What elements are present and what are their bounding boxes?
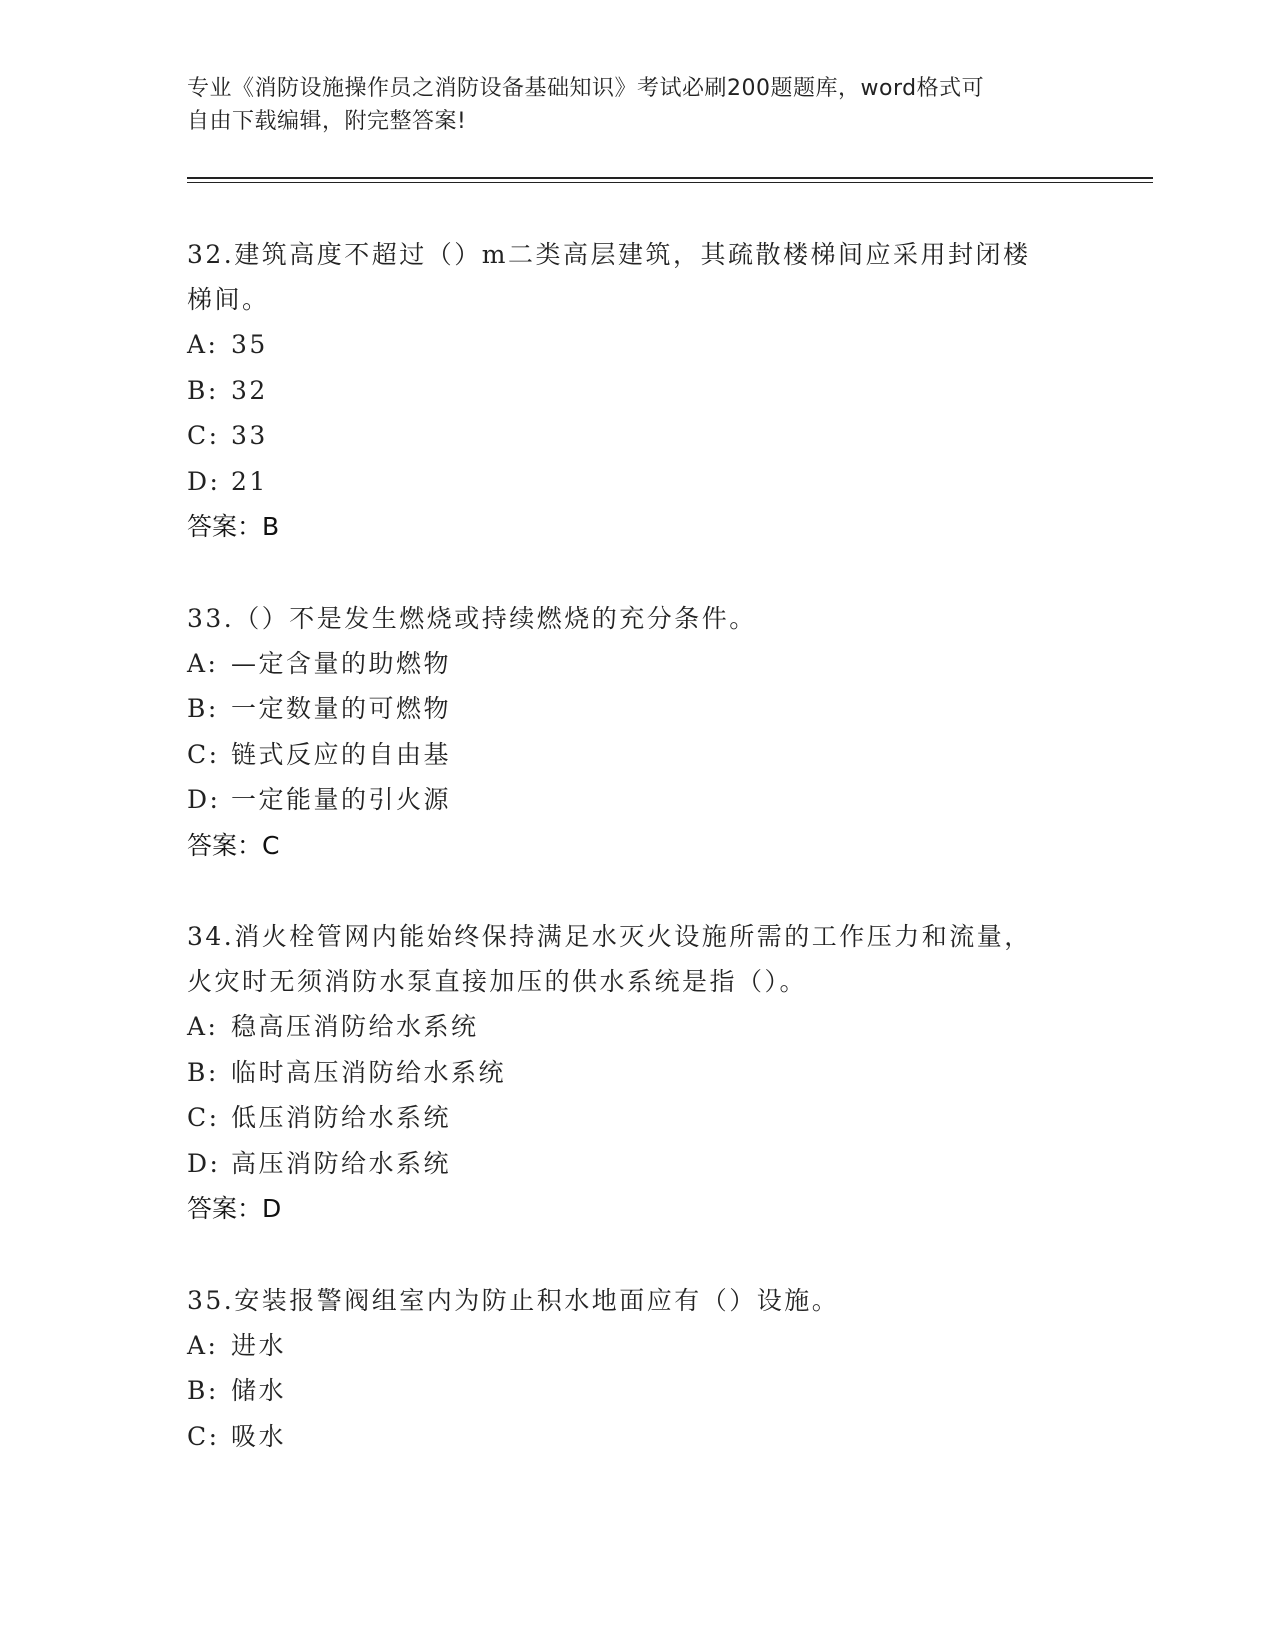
option-key: B: <box>187 1057 219 1087</box>
option-a <box>187 1004 1067 1050</box>
option-a <box>187 641 1067 687</box>
header-divider-thick <box>187 177 1153 179</box>
option-text: 一定能量的引火源 <box>231 785 452 814</box>
option-text: 临时高压消防给水系统 <box>231 1057 507 1087</box>
option-a <box>187 1323 1067 1369</box>
option-key: D: <box>187 785 221 814</box>
answer-label: 答案：C <box>187 830 280 860</box>
option-text: 链式反应的自由基 <box>231 739 452 769</box>
option-d <box>187 777 1067 823</box>
option-key: D: <box>187 466 221 496</box>
option-text: 高压消防给水系统 <box>231 1148 452 1178</box>
header-line-2: 自由下载编辑，附完整答案! <box>187 109 467 134</box>
question-34 <box>187 914 1067 1232</box>
option-c <box>187 1414 1067 1460</box>
answer-label: 答案：D <box>187 1194 282 1223</box>
option-text: 进水 <box>231 1330 287 1360</box>
question-33 <box>187 596 1067 869</box>
question-stem-line-2: 火灾时无须消防水泵直接加压的供水系统是指（）。 <box>187 967 808 996</box>
question-32 <box>187 232 1067 550</box>
question-stem-line-2: 梯间。 <box>187 285 270 314</box>
question-stem-line-1: 32.建筑高度不超过（）m二类高层建筑，其疏散楼梯间应采用封闭楼 <box>187 240 1031 269</box>
option-key: B: <box>187 694 219 723</box>
option-key: A: <box>187 648 219 678</box>
answer-label: 答案：B <box>187 512 280 541</box>
question-stem-line-1: 34.消火栓管网内能始终保持满足水灭火设施所需的工作压力和流量， <box>187 922 1032 951</box>
option-text: 35 <box>231 330 268 359</box>
option-text: 21 <box>231 466 268 496</box>
question-spacer <box>187 1232 1067 1278</box>
option-b <box>187 1368 1067 1414</box>
option-key: C: <box>187 421 220 450</box>
question-stem <box>187 596 1067 641</box>
question-stem <box>187 914 1067 1004</box>
header-line-1: 专业《消防设施操作员之消防设备基础知识》考试必刷200题题库，word格式可 <box>187 76 985 101</box>
option-key: C: <box>187 739 220 769</box>
option-key: B: <box>187 375 219 405</box>
question-list <box>187 232 1067 1459</box>
option-text: —定含量的助燃物 <box>231 648 452 678</box>
option-key: B: <box>187 1376 219 1405</box>
option-text: 32 <box>231 375 268 405</box>
question-stem <box>187 1278 1067 1323</box>
option-text: 一定数量的可燃物 <box>231 694 452 723</box>
option-c <box>187 732 1067 778</box>
option-key: A: <box>187 330 219 359</box>
option-d <box>187 459 1067 505</box>
question-stem <box>187 232 1067 322</box>
question-stem-line-1: 35.安装报警阀组室内为防止积水地面应有（）设施。 <box>187 1285 840 1315</box>
option-text: 储水 <box>231 1376 287 1405</box>
document-header <box>187 72 1067 138</box>
option-text: 稳高压消防给水系统 <box>231 1012 479 1041</box>
option-key: D: <box>187 1148 221 1178</box>
option-b <box>187 686 1067 732</box>
option-b <box>187 1050 1067 1096</box>
option-b <box>187 368 1067 414</box>
option-key: A: <box>187 1330 219 1360</box>
question-35 <box>187 1278 1067 1460</box>
option-d <box>187 1141 1067 1187</box>
question-spacer <box>187 550 1067 596</box>
header-divider-thin <box>187 182 1153 183</box>
question-spacer <box>187 868 1067 914</box>
option-text: 33 <box>231 421 268 450</box>
option-text: 低压消防给水系统 <box>231 1103 452 1132</box>
option-c <box>187 1095 1067 1141</box>
question-stem-line-1: 33.（）不是发生燃烧或持续燃烧的充分条件。 <box>187 603 757 633</box>
option-key: C: <box>187 1103 220 1132</box>
option-key: C: <box>187 1421 220 1451</box>
option-a <box>187 322 1067 368</box>
option-key: A: <box>187 1012 219 1041</box>
option-c <box>187 413 1067 459</box>
option-text: 吸水 <box>231 1421 287 1451</box>
